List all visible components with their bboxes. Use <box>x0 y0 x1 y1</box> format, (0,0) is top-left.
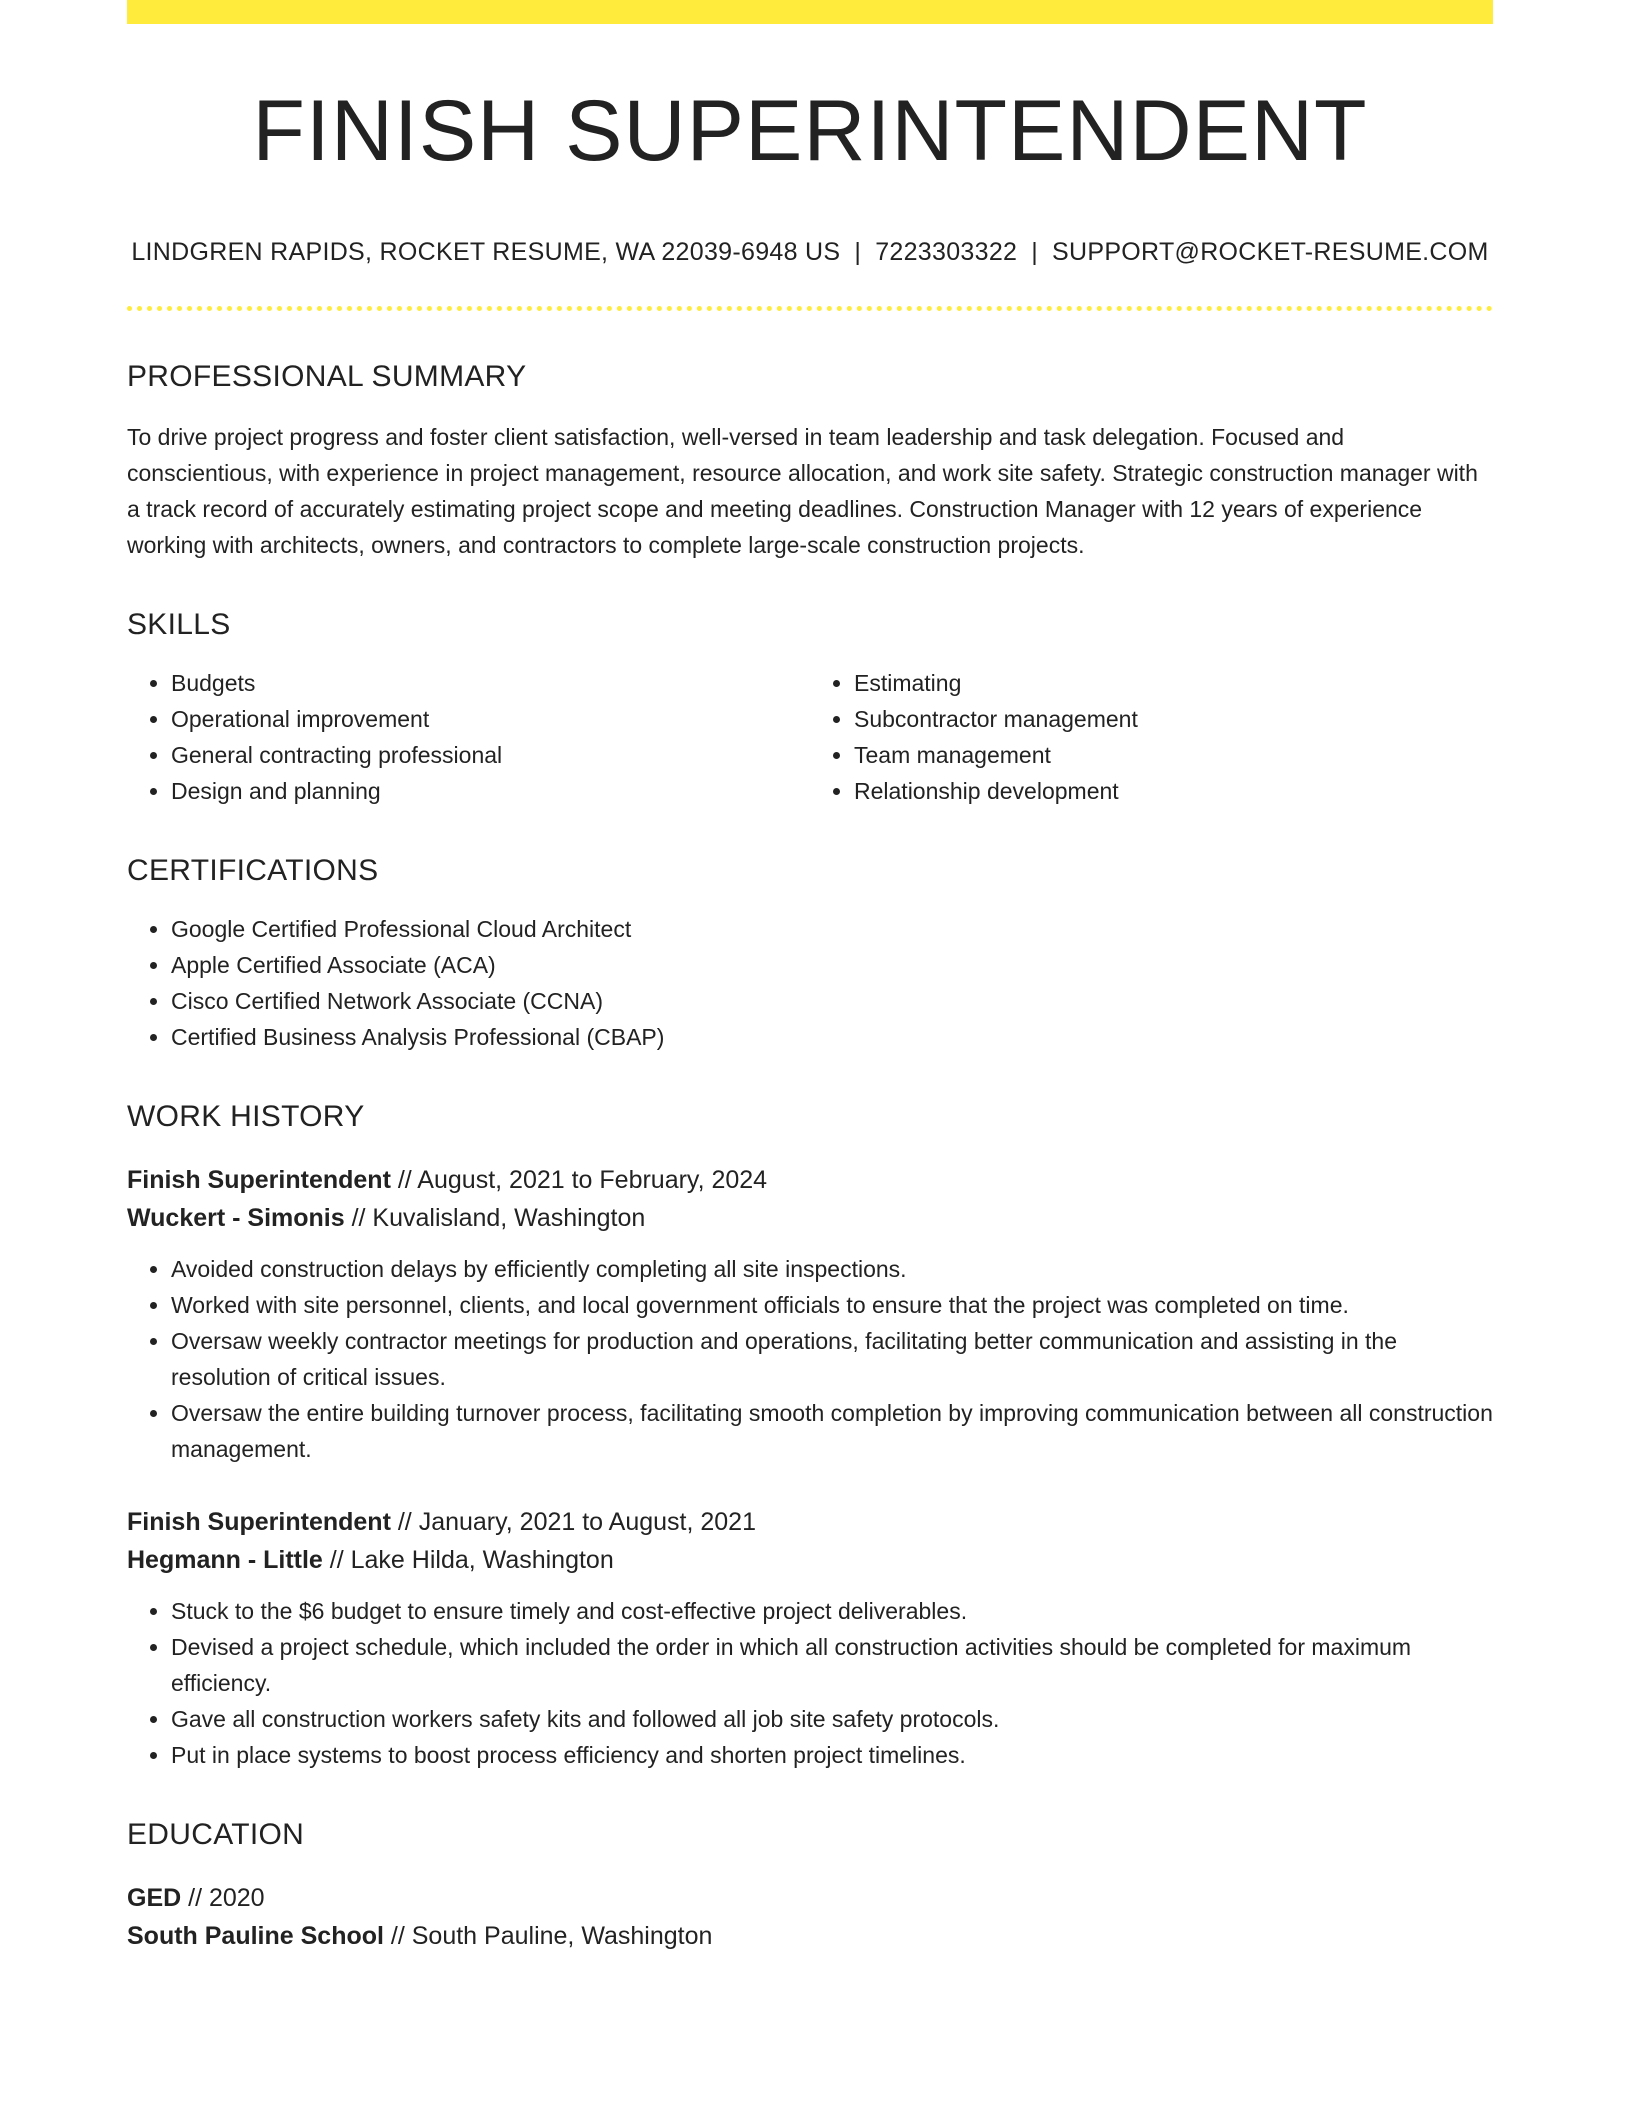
skills-left-list <box>127 665 810 809</box>
certification-item: • Apple Certified Associate (ACA) <box>171 947 1493 983</box>
education-degree: GED <box>127 1883 182 1912</box>
education-entry <box>127 1879 1493 1955</box>
work-history-section <box>127 1099 1493 1773</box>
dotted-divider <box>127 306 1493 311</box>
education-title: EDUCATION <box>127 1817 305 1851</box>
job-bullet: • Gave all construction workers safety kits and followed all job site safety protocols. <box>171 1701 1493 1737</box>
job-location: // Kuvalisland, Washington <box>344 1203 646 1232</box>
job-company: Wuckert - Simonis <box>127 1203 345 1232</box>
contact-email: SUPPORT@ROCKET-RESUME.COM <box>1052 237 1489 266</box>
skills-grid <box>127 665 1493 809</box>
certifications-title: CERTIFICATIONS <box>127 853 379 887</box>
job-location: // Lake Hilda, Washington <box>322 1545 614 1574</box>
contact-separator: | <box>1031 237 1039 266</box>
skill-item: • Subcontractor management <box>854 701 1493 737</box>
job-entry <box>127 1161 1493 1467</box>
skill-item: • Operational improvement <box>171 701 810 737</box>
skill-item: • Team management <box>854 737 1493 773</box>
education-year: // 2020 <box>181 1883 265 1912</box>
job-bullet: • Oversaw weekly contractor meetings for production and operations, facilitating better communication and assisting in the resolution of critical issues. <box>171 1323 1493 1395</box>
job-role-line <box>127 1161 1493 1199</box>
skills-right-list <box>810 665 1493 809</box>
job-dates: // January, 2021 to August, 2021 <box>390 1507 756 1536</box>
job-role: Finish Superintendent <box>127 1165 391 1194</box>
job-bullet: • Stuck to the $6 budget to ensure timely and cost-effective project deliverables. <box>171 1593 1493 1629</box>
resume-name: FINISH SUPERINTENDENT <box>252 83 1368 179</box>
job-role: Finish Superintendent <box>127 1507 391 1536</box>
skill-item: • Budgets <box>171 665 810 701</box>
job-dates: // August, 2021 to February, 2024 <box>390 1165 768 1194</box>
job-company-line <box>127 1541 1493 1579</box>
job-role-line <box>127 1503 1493 1541</box>
skill-item: • Estimating <box>854 665 1493 701</box>
skill-item: • Relationship development <box>854 773 1493 809</box>
job-bullets <box>127 1251 1493 1467</box>
skill-item: • General contracting professional <box>171 737 810 773</box>
job-bullet: • Oversaw the entire building turnover process, facilitating smooth completion by improving communication between all construction management. <box>171 1395 1493 1467</box>
work-history-title: WORK HISTORY <box>127 1099 365 1133</box>
skill-item: • Design and planning <box>171 773 810 809</box>
certification-item: • Cisco Certified Network Associate (CCNA) <box>171 983 1493 1019</box>
summary-section <box>127 359 1493 563</box>
contact-separator: | <box>854 237 862 266</box>
skills-section <box>127 607 1493 809</box>
summary-text: To drive project progress and foster client satisfaction, well-versed in team leadership and task delegation. Focused and conscientious, with experience in project management, resource allocation, and work site safety. Strategic construction manager with a track record of accurately estimating project scope and meeting deadlines. Construction Manager with 12 years of experience working with architects, owners, and contractors to complete large-scale construction projects. <box>127 423 1478 558</box>
education-section <box>127 1817 1493 1955</box>
job-bullet: • Put in place systems to boost process efficiency and shorten project timelines. <box>171 1737 1493 1773</box>
education-location: // South Pauline, Washington <box>383 1921 713 1950</box>
education-school: South Pauline School <box>127 1921 384 1950</box>
education-school-line <box>127 1917 1493 1955</box>
certifications-list <box>127 911 1493 1055</box>
job-company: Hegmann - Little <box>127 1545 323 1574</box>
job-bullet: • Avoided construction delays by efficiently completing all site inspections. <box>171 1251 1493 1287</box>
certifications-section <box>127 853 1493 1055</box>
job-bullets <box>127 1593 1493 1773</box>
top-accent-bar <box>127 0 1493 24</box>
contact-address: LINDGREN RAPIDS, ROCKET RESUME, WA 22039-6948 US <box>131 237 841 266</box>
contact-phone: 7223303322 <box>875 237 1018 266</box>
skills-title: SKILLS <box>127 607 231 641</box>
job-company-line <box>127 1199 1493 1237</box>
contact-line <box>127 237 1493 267</box>
certification-item: • Certified Business Analysis Professional (CBAP) <box>171 1019 1493 1055</box>
job-entry <box>127 1503 1493 1773</box>
job-bullet: • Worked with site personnel, clients, and local government officials to ensure that the project was completed on time. <box>171 1287 1493 1323</box>
job-bullet: • Devised a project schedule, which included the order in which all construction activities should be completed for maximum efficiency. <box>171 1629 1493 1701</box>
education-degree-line <box>127 1879 1493 1917</box>
certification-item: • Google Certified Professional Cloud Architect <box>171 911 1493 947</box>
resume-page <box>127 0 1493 1955</box>
summary-title: PROFESSIONAL SUMMARY <box>127 359 527 393</box>
